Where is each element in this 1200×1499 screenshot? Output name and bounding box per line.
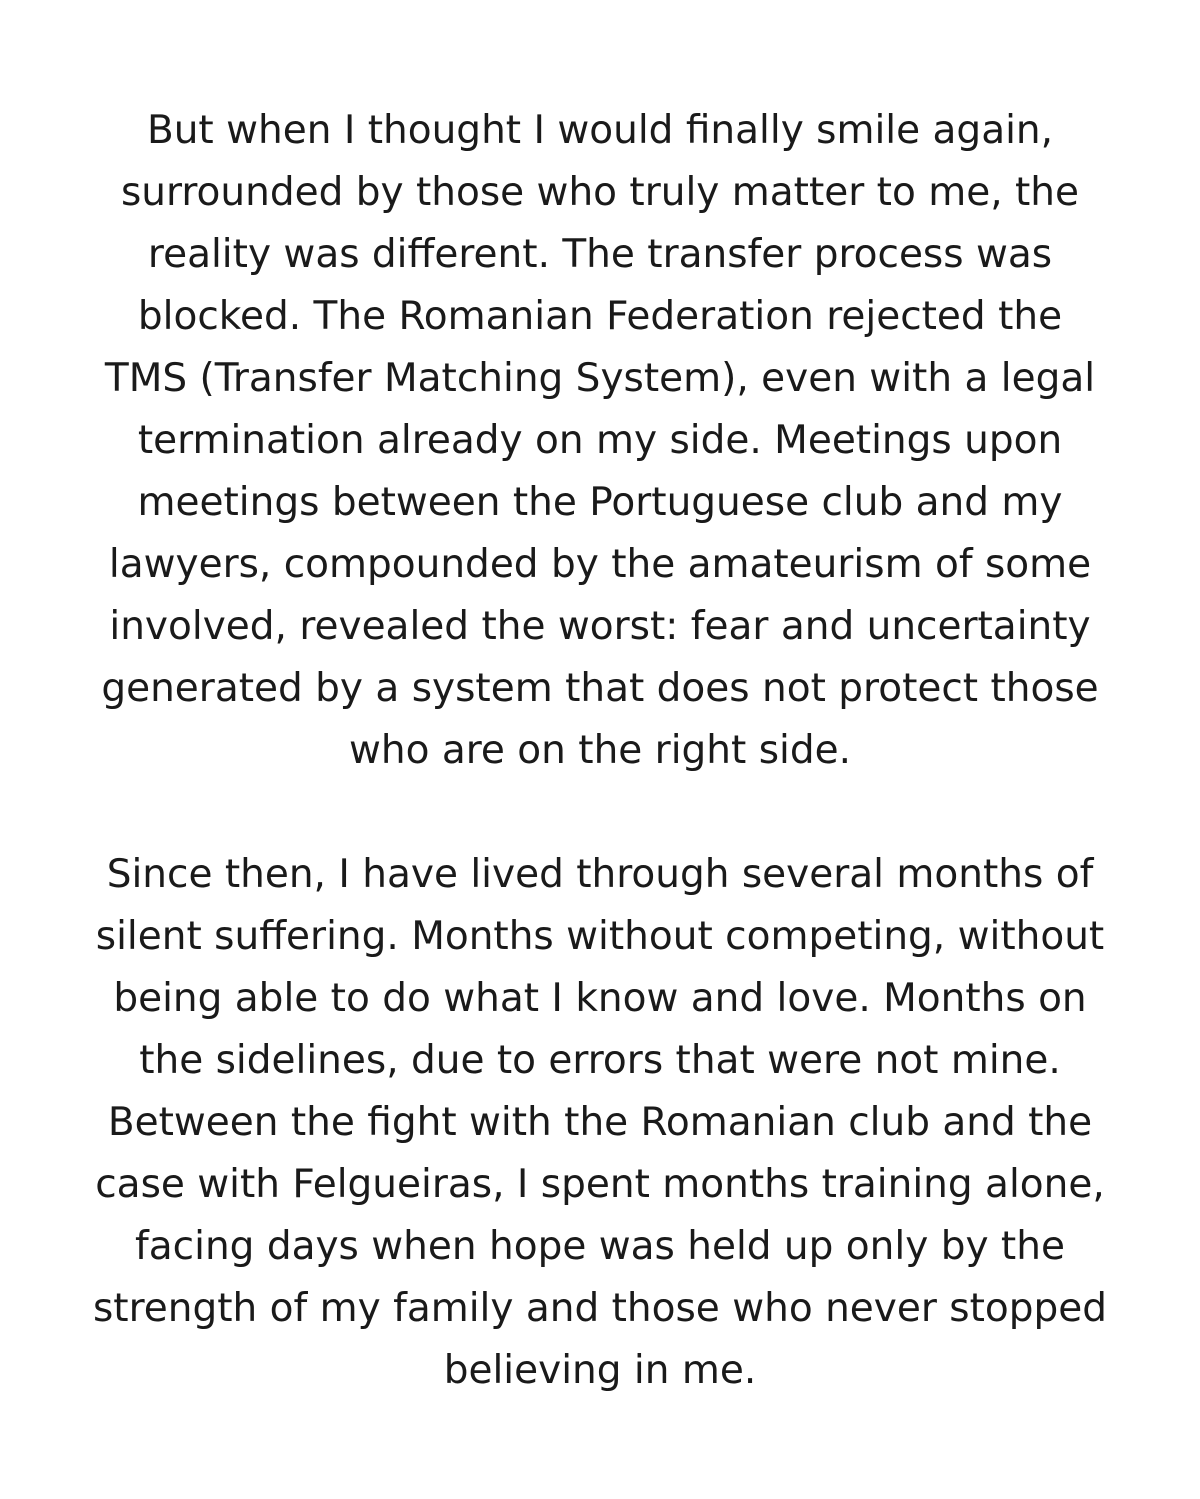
text-line: generated by a system that does not protect those xyxy=(101,666,1099,711)
text-line: case with Felgueiras, I spent months training alone, xyxy=(95,1162,1105,1207)
text-line: facing days when hope was held up only by the xyxy=(135,1224,1065,1269)
text-line: Between the fight with the Romanian club and the xyxy=(107,1100,1093,1145)
text-line: But when I thought I would finally smile again, xyxy=(146,108,1054,153)
text-line: involved, revealed the worst: fear and uncertainty xyxy=(109,604,1091,649)
text-line: TMS (Transfer Matching System), even with a legal xyxy=(104,356,1096,401)
text-line: Since then, I have lived through several months of xyxy=(106,852,1094,897)
text-line: termination already on my side. Meetings upon xyxy=(137,418,1063,463)
text-line: reality was different. The transfer process was xyxy=(147,232,1053,277)
text-line: surrounded by those who truly matter to me, the xyxy=(120,170,1080,215)
text-line: the sidelines, due to errors that were not mine. xyxy=(139,1038,1061,1083)
text-line: meetings between the Portuguese club and my xyxy=(137,480,1063,525)
text-line: who are on the right side. xyxy=(348,728,852,773)
text-line: strength of my family and those who never stopped xyxy=(92,1286,1108,1331)
text-line: silent suffering. Months without competing, without xyxy=(95,914,1105,959)
text-line: blocked. The Romanian Federation rejected the xyxy=(137,294,1063,339)
text-line: being able to do what I know and love. Months on xyxy=(113,976,1087,1021)
text-line: believing in me. xyxy=(443,1348,757,1393)
paragraph-transfer-blocked xyxy=(40,100,1160,782)
text-line: lawyers, compounded by the amateurism of some xyxy=(108,542,1092,587)
paragraph-silent-suffering xyxy=(40,844,1160,1402)
